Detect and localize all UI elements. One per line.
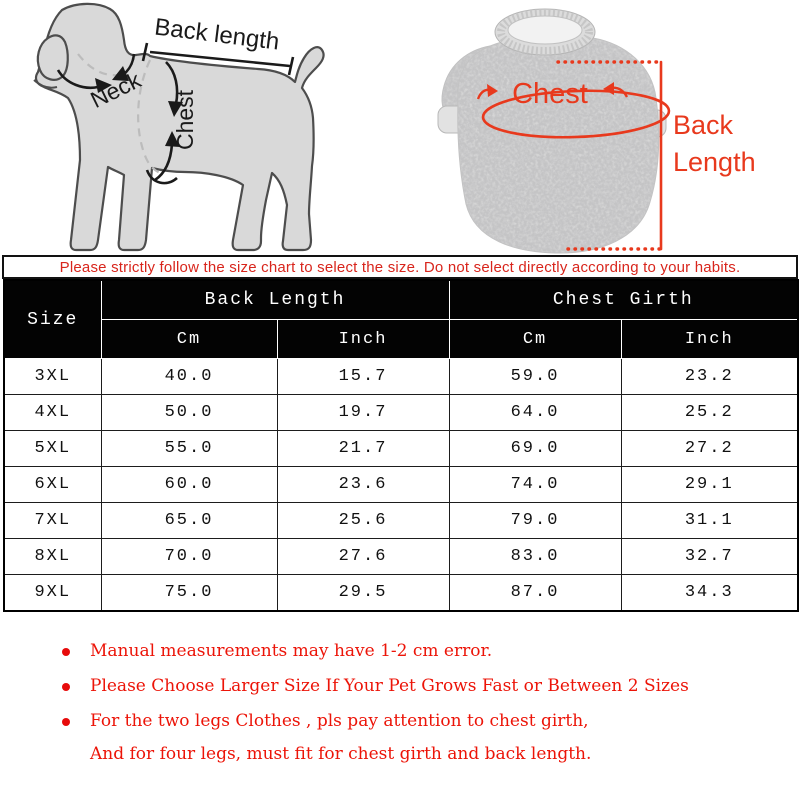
- size-cell: 8XL: [4, 539, 101, 575]
- bullet-dot-icon: [62, 648, 70, 656]
- value-cell: 23.6: [277, 467, 449, 503]
- size-cell: 6XL: [4, 467, 101, 503]
- dog-measure-diagram: [0, 0, 440, 257]
- unit-header: Inch: [621, 320, 798, 359]
- value-cell: 25.6: [277, 503, 449, 539]
- size-column-header: Size: [4, 280, 101, 359]
- chest-girth-group-header: Chest Girth: [449, 280, 798, 320]
- note-item: [62, 711, 762, 732]
- size-cell: 3XL: [4, 359, 101, 395]
- notice-text: Please strictly follow the size chart to select the size. Do not select directly according to your habits.: [59, 258, 741, 276]
- value-cell: 25.2: [621, 395, 798, 431]
- dog-chest-label: Chest: [172, 89, 198, 151]
- value-cell: 70.0: [101, 539, 277, 575]
- value-cell: 75.0: [101, 575, 277, 612]
- unit-header: Inch: [277, 320, 449, 359]
- back-length-group-header: Back Length: [101, 280, 449, 320]
- table-row: [4, 575, 798, 612]
- measurement-diagram: [0, 0, 800, 257]
- value-cell: 79.0: [449, 503, 621, 539]
- value-cell: 23.2: [621, 359, 798, 395]
- value-cell: 27.6: [277, 539, 449, 575]
- dog-back-length-label: Back length: [153, 13, 281, 56]
- note-text: Manual measurements may have 1-2 cm error.: [90, 641, 493, 661]
- value-cell: 19.7: [277, 395, 449, 431]
- dog-ear: [38, 35, 68, 79]
- value-cell: 32.7: [621, 539, 798, 575]
- value-cell: 69.0: [449, 431, 621, 467]
- size-cell: 5XL: [4, 431, 101, 467]
- bullet-dot-icon: [62, 683, 70, 691]
- value-cell: 34.3: [621, 575, 798, 612]
- value-cell: 50.0: [101, 395, 277, 431]
- value-cell: 60.0: [101, 467, 277, 503]
- sweater-measure-diagram: [430, 0, 800, 257]
- value-cell: 27.2: [621, 431, 798, 467]
- value-cell: 65.0: [101, 503, 277, 539]
- value-cell: 59.0: [449, 359, 621, 395]
- sweater-chest-label: Chest: [512, 78, 588, 110]
- dog-neck-label: Neck: [86, 66, 145, 113]
- unit-header: Cm: [101, 320, 277, 359]
- sweater-collar: [495, 9, 595, 55]
- note-text: For the two legs Clothes , pls pay attention to chest girth,: [90, 711, 589, 731]
- table-row: [4, 431, 798, 467]
- value-cell: 87.0: [449, 575, 621, 612]
- sweater-length-label: Length: [673, 147, 756, 177]
- notes-section: [62, 641, 762, 765]
- notice-banner: [2, 255, 798, 279]
- table-row: [4, 359, 798, 395]
- bullet-dot-icon: [62, 718, 70, 726]
- value-cell: 29.1: [621, 467, 798, 503]
- value-cell: 15.7: [277, 359, 449, 395]
- size-table: [3, 279, 799, 612]
- value-cell: 64.0: [449, 395, 621, 431]
- note-continuation: And for four legs, must fit for chest girth and back length.: [90, 744, 592, 764]
- value-cell: 31.1: [621, 503, 798, 539]
- note-item: [62, 641, 762, 662]
- value-cell: 55.0: [101, 431, 277, 467]
- table-row: [4, 467, 798, 503]
- value-cell: 83.0: [449, 539, 621, 575]
- unit-header: Cm: [449, 320, 621, 359]
- table-row: [4, 539, 798, 575]
- table-row: [4, 395, 798, 431]
- value-cell: 21.7: [277, 431, 449, 467]
- size-table-header: [4, 280, 798, 359]
- table-row: [4, 503, 798, 539]
- size-cell: 9XL: [4, 575, 101, 612]
- sweater-back-label: Back: [673, 110, 734, 140]
- value-cell: 74.0: [449, 467, 621, 503]
- value-cell: 40.0: [101, 359, 277, 395]
- value-cell: 29.5: [277, 575, 449, 612]
- size-cell: 4XL: [4, 395, 101, 431]
- note-item: [62, 676, 762, 697]
- size-cell: 7XL: [4, 503, 101, 539]
- note-text: Please Choose Larger Size If Your Pet Grows Fast or Between 2 Sizes: [90, 676, 689, 696]
